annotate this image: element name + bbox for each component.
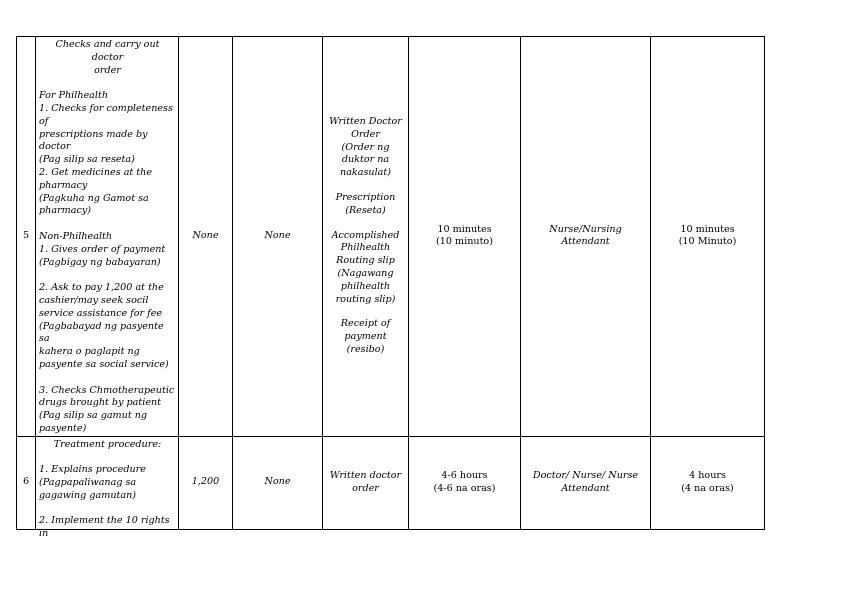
- requirement-line: (resibo): [346, 343, 385, 355]
- requirement-line: routing slip): [335, 293, 396, 305]
- requirement-line: Order: [351, 128, 380, 140]
- requirement-line: Written Doctor: [329, 115, 402, 127]
- step-line: (Pag silip sa gamut ng: [39, 410, 148, 422]
- step-line: prescriptions made by: [39, 128, 148, 140]
- step-line: 2. Implement the 10 rights in: [39, 515, 170, 540]
- agency-action-cell: None: [233, 436, 323, 529]
- total-time-line: (10 Minuto): [678, 236, 737, 248]
- requirement-line: (Order ng: [341, 141, 390, 153]
- person-responsible-cell: [521, 436, 651, 529]
- requirements-cell: [323, 37, 409, 437]
- row-number: 5: [17, 37, 36, 437]
- step-line: 2. Get medicines at the: [39, 166, 153, 178]
- step-line: 1. Gives order of payment: [39, 243, 166, 255]
- requirement-line: Accomplished: [331, 229, 400, 241]
- step-line: drugs brought by patient: [39, 397, 162, 409]
- agency-action-cell: None: [233, 37, 323, 437]
- step-intro-line: order: [94, 64, 121, 76]
- requirement-line: (Nagawang: [337, 267, 394, 279]
- step-line: (Pag silip sa reseta): [39, 154, 135, 166]
- total-time-line: 4 hours: [689, 469, 726, 481]
- client-steps-cell: [36, 37, 179, 437]
- step-line: 2. Ask to pay 1,200 at the: [39, 282, 164, 294]
- requirements-cell: [323, 436, 409, 529]
- requirement-line: duktor na: [341, 154, 390, 166]
- processing-time-cell: [409, 436, 521, 529]
- procedure-table: [16, 36, 765, 540]
- processing-time-line: (10 minuto): [436, 236, 493, 248]
- requirement-line: nakasulat): [340, 167, 391, 179]
- step-line: 3. Checks Chmotherapeutic: [39, 384, 175, 396]
- requirement-line: Routing slip: [336, 255, 395, 267]
- requirement-line: philhealth: [340, 280, 391, 292]
- philhealth-heading: For Philhealth: [39, 90, 108, 102]
- requirement-line: order: [352, 482, 379, 494]
- step-line: doctor: [39, 141, 71, 153]
- step-line: service assistance for fee: [39, 307, 163, 319]
- step-intro-line: Checks and carry out doctor: [55, 39, 160, 63]
- step-line: (Pagbabayad ng pasyente sa: [39, 320, 164, 345]
- step-line: kahera o paglapit ng: [39, 346, 140, 358]
- step-line: 1. Explains procedure: [39, 464, 146, 476]
- person-responsible-line: Doctor/ Nurse/ Nurse: [532, 469, 639, 481]
- total-time-cell: [651, 436, 765, 529]
- processing-time-line: 10 minutes: [437, 223, 492, 235]
- requirement-line: Receipt of: [340, 318, 391, 330]
- row-number: 6: [17, 436, 36, 529]
- step-line: pharmacy: [39, 179, 88, 191]
- processing-time-cell: [409, 37, 521, 437]
- requirement-line: Prescription: [335, 191, 396, 203]
- requirement-line: (Reseta): [345, 204, 386, 216]
- step-line: (Pagbigay ng babayaran): [39, 256, 161, 268]
- step-line: pasyente): [39, 422, 87, 434]
- total-time-line: 10 minutes: [680, 223, 735, 235]
- table-row: [17, 436, 765, 529]
- processing-time-line: (4-6 na oras): [433, 482, 496, 494]
- step-line: 1. Checks for completeness of: [39, 102, 173, 127]
- step-line: cashier/may seek socil: [39, 294, 149, 306]
- fee-cell: 1,200: [179, 436, 233, 529]
- total-time-line: (4 na oras): [681, 482, 734, 494]
- fee-cell: None: [179, 37, 233, 437]
- step-line: (Pagkuha ng Gamot sa: [39, 192, 149, 204]
- requirement-line: Written doctor: [329, 469, 402, 481]
- processing-time-line: 4-6 hours: [441, 469, 488, 481]
- non-philhealth-heading: Non-Philhealth: [39, 230, 113, 242]
- requirement-line: Philhealth: [340, 242, 391, 254]
- step-line: pharmacy): [39, 205, 91, 217]
- step-line: (Pagpapaliwanag sa: [39, 477, 137, 489]
- person-responsible-cell: Nurse/Nursing Attendant: [521, 37, 651, 437]
- table-row: [17, 37, 765, 437]
- step-line: pasyente sa social service): [39, 358, 169, 370]
- client-steps-cell: [36, 436, 179, 540]
- requirement-line: payment: [344, 331, 387, 343]
- treatment-heading: Treatment procedure:: [53, 438, 162, 450]
- total-time-cell: [651, 37, 765, 437]
- person-responsible-line: Attendant: [561, 482, 610, 494]
- step-line: gagawing gamutan): [39, 489, 137, 501]
